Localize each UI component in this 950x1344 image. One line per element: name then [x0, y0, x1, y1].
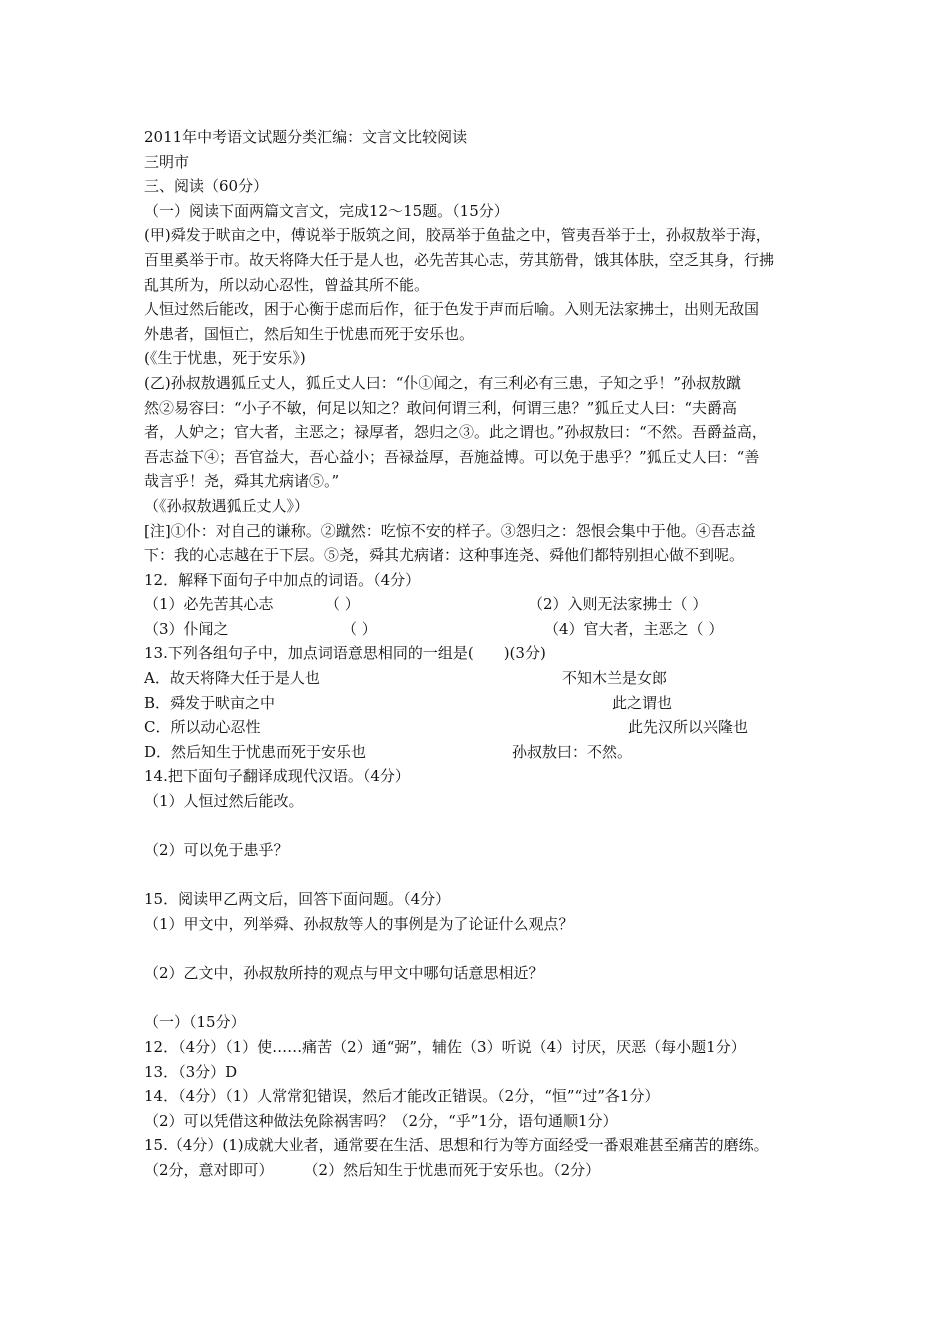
passage-b-line: 吾志益下④；吾官益大，吾心益小；吾禄益厚，吾施益博。可以免于患乎？”狐丘丈人曰：“善: [144, 447, 760, 466]
answer-space: [144, 986, 824, 1011]
note-line: [注]①仆：对自己的谦称。②蹴然：吃惊不安的样子。③怨归之：怨恨会集中于他。④吾志益: [144, 521, 756, 540]
question-stem: 13.下列各组句子中，加点词语意思相同的一组是( )(3分): [144, 644, 546, 663]
q12-item-left: （1）必先苦其心志: [144, 595, 274, 614]
q12-row: [144, 617, 824, 642]
question-stem: 15．阅读甲乙两文后，回答下面问题。（4分）: [144, 890, 451, 909]
passage-b-line: 者，人妒之；官大者，主恶之；禄厚者，怨归之③。此之谓也。”孙叔敖曰：“不然。吾爵益高，: [144, 423, 767, 442]
passage-b-line: 哉言乎！尧，舜其尤病诸⑤。”: [144, 472, 340, 491]
answer-space: [144, 863, 824, 888]
passage-b-line: (乙)孙叔敖遇狐丘丈人，狐丘丈人曰：“仆①闻之，有三利必有三患，子知之乎！”孙叔敖蹴: [144, 373, 742, 392]
passage-a-line: 外患者，国恒亡，然后知生于忧患而死于安乐也。: [144, 324, 475, 343]
passage-a-line: 人恒过然后能改，困于心衡于虑而后作，征于色发于声而后喻。入则无法家拂士，出则无敌国: [144, 300, 760, 319]
question-stem: 12．解释下面句子中加点的词语。（4分）: [144, 570, 421, 589]
q13-option-left: A．故天将降大任于是人也: [144, 669, 320, 688]
q13-option: [144, 691, 824, 716]
passage-a: [144, 223, 824, 346]
passage-a-line: 百里奚举于市。故天将降大任于是人也，必先苦其心志，劳其筋骨，饿其体肤，空乏其身，行拂: [144, 250, 775, 269]
q13-option: [144, 715, 824, 740]
q15-item: （1）甲文中，列举舜、孙叔敖等人的事例是为了论证什么观点？: [144, 915, 574, 933]
answer-line: （2）可以凭借这种做法免除祸害吗？（2分，“乎”1分，语句通顺1分）: [144, 1111, 618, 1130]
answer-line: 12．（4分）（1）使……痛苦（2）通“弼”，辅佐（3）听说（4）讨厌，厌恶（每小题1分）: [144, 1037, 746, 1056]
q13-option: [144, 666, 824, 691]
q12-item-right: （4）官大者，主恶之（ ）: [544, 619, 724, 638]
answer-line: 15.（4分）(1)成就大业者，通常要在生活、思想和行为等方面经受一番艰难甚至痛苦的磨练。: [144, 1136, 769, 1155]
q15-item: （2）乙文中，孙叔敖所持的观点与甲文中哪句话意思相近？: [144, 964, 544, 983]
passage-a-line: (甲)舜发于畎亩之中，傅说举于版筑之间，胶鬲举于鱼盐之中，管夷吾举于士，孙叔敖举于海，: [144, 226, 771, 245]
document-page: [144, 125, 824, 1183]
q13-option-right: 不知木兰是女郎: [562, 669, 668, 688]
q12-item-left: （3）仆闻之: [144, 619, 229, 638]
passage-a-line: 乱其所为，所以动心忍性，曾益其所不能。: [144, 275, 430, 294]
question-12: [144, 568, 824, 642]
region: 三明市: [144, 152, 190, 171]
question-13: [144, 641, 824, 764]
q12-row: [144, 592, 824, 617]
answer-space: [144, 814, 824, 839]
answer-key: [144, 1010, 824, 1182]
q13-option: [144, 740, 824, 765]
q13-option-right: 孙叔敖曰：不然。: [512, 742, 633, 761]
notes: [144, 519, 824, 568]
answer-line: （一）（15分）: [144, 1013, 246, 1032]
passage-a-source: (《生于忧患，死于安乐》): [144, 349, 306, 368]
q13-option-right: 此之谓也: [612, 693, 673, 712]
note-line: 下：我的心志越在于下层。⑤尧，舜其尤病诸：这种事连尧、舜他们都特别担心做不到呢。: [144, 546, 745, 565]
q12-answer-blank: （ ）: [342, 619, 377, 638]
passage-b-source: （《孙叔敖遇狐丘丈人》）: [144, 496, 310, 515]
answer-line: 13．（3分）D: [144, 1062, 238, 1081]
q13-option-left: C．所以动心忍性: [144, 718, 261, 737]
q12-answer-blank: （ ）: [325, 595, 360, 614]
answer-space: [144, 937, 824, 962]
passage-b-line: 然②易容曰：“小子不敏，何足以知之？敢问何谓三利，何谓三患？”狐丘丈人曰：“夫爵高: [144, 398, 738, 417]
passage-b: [144, 371, 824, 494]
question-14: [144, 764, 824, 887]
document-title: 2011年中考语文试题分类汇编：文言文比较阅读: [144, 128, 468, 146]
q13-option-left: B．舜发于畎亩之中: [144, 693, 276, 712]
q12-item-right: （2）入则无法家拂士（ ）: [528, 595, 708, 614]
q14-item: （2）可以免于患乎？: [144, 841, 289, 860]
question-stem: 14.把下面句子翻译成现代汉语。（4分）: [144, 767, 410, 786]
answer-line: 14．（4分）（1）人常常犯错误，然后才能改正错误。（2分，“恒”“过”各1分）: [144, 1087, 660, 1106]
answer-line: （2分，意对即可） （2）然后知生于忧患而死于安乐也。（2分）: [144, 1160, 601, 1179]
q13-option-left: D．然后知生于忧患而死于安乐也: [144, 742, 367, 761]
question-15: [144, 887, 824, 1010]
q13-option-right: 此先汉所以兴隆也: [628, 718, 749, 737]
section-heading: 三、阅读（60分）: [144, 177, 269, 196]
q14-item: （1）人恒过然后能改。: [144, 792, 304, 811]
reading-intro: （一）阅读下面两篇文言文，完成12～15题。（15分）: [144, 201, 509, 220]
